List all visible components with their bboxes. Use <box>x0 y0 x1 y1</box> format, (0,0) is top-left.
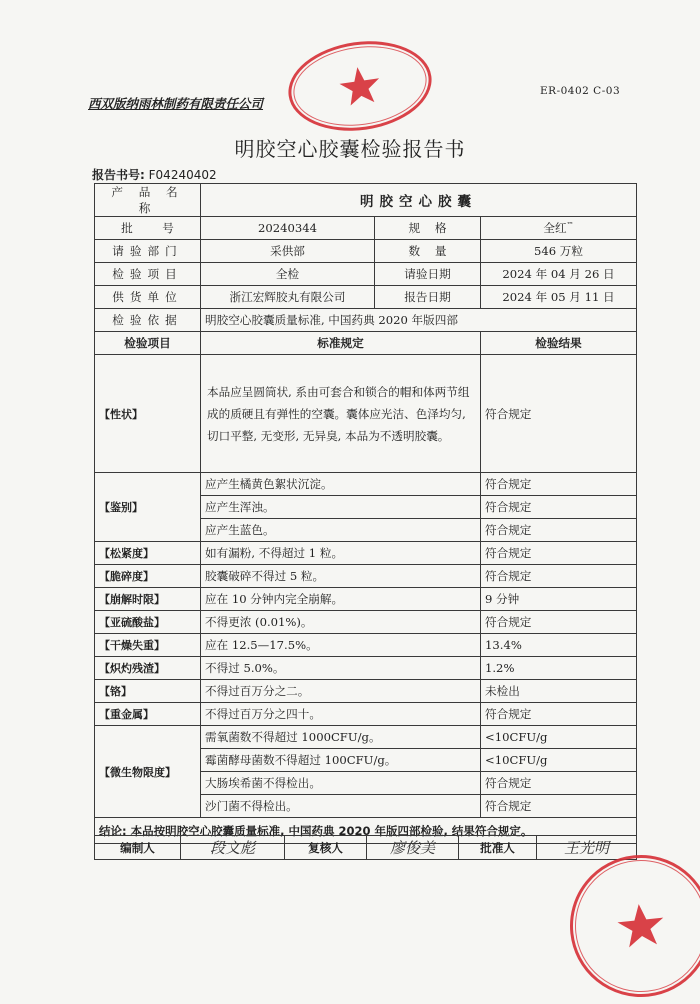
heavy-metal-result: 符合规定 <box>481 703 637 726</box>
sulfite-item: 【亚硫酸盐】 <box>95 611 201 634</box>
basis-label: 检验依据 <box>95 309 201 332</box>
identification-standard-3: 应产生蓝色。 <box>201 519 481 542</box>
approved-by-label: 批准人 <box>459 836 537 860</box>
company-name: 西双版纳雨林制药有限责任公司 <box>88 96 264 111</box>
report-number-label: 报告书号: <box>92 168 145 182</box>
report-number-value: F04240402 <box>148 168 217 182</box>
residue-item: 【炽灼残渣】 <box>95 657 201 680</box>
drying-loss-item: 【干燥失重】 <box>95 634 201 657</box>
inspection-table <box>94 183 637 844</box>
spec-mark: ™ <box>566 221 574 230</box>
tightness-standard: 如有漏粉, 不得超过 1 粒。 <box>201 542 481 565</box>
sulfite-standard: 不得更浓 (0.01%)。 <box>201 611 481 634</box>
tightness-item: 【松紧度】 <box>95 542 201 565</box>
brittleness-result: 符合规定 <box>481 565 637 588</box>
microbial-result-1: <10CFU/g <box>481 726 637 749</box>
brittleness-item: 【脆碎度】 <box>95 565 201 588</box>
header-item: 检验项目 <box>95 332 201 355</box>
reviewed-by-signature: 廖俊美 <box>367 836 459 860</box>
header-result: 检验结果 <box>481 332 637 355</box>
request-date-label: 请验日期 <box>375 263 481 286</box>
identification-result-3: 符合规定 <box>481 519 637 542</box>
residue-standard: 不得过 5.0%。 <box>201 657 481 680</box>
tightness-result: 符合规定 <box>481 542 637 565</box>
prepared-by-signature: 段文彪 <box>181 836 285 860</box>
qty-label: 数 量 <box>375 240 481 263</box>
basis-value: 明胶空心胶囊质量标准, 中国药典 2020 年版四部 <box>201 309 637 332</box>
microbial-standard-1: 需氧菌数不得超过 1000CFU/g。 <box>201 726 481 749</box>
dept-label: 请验部门 <box>95 240 201 263</box>
supplier-label: 供货单位 <box>95 286 201 309</box>
identification-standard-1: 应产生橘黄色絮状沉淀。 <box>201 473 481 496</box>
identification-result-1: 符合规定 <box>481 473 637 496</box>
chromium-result: 未检出 <box>481 680 637 703</box>
prepared-by-label: 编制人 <box>95 836 181 860</box>
report-number <box>92 166 217 183</box>
document-code: ER-0402 C-03 <box>540 85 621 97</box>
header-standard: 标准规定 <box>201 332 481 355</box>
product-name-label: 产 品 名 称 <box>95 184 201 217</box>
appearance-result: 符合规定 <box>481 355 637 473</box>
conclusion: 结论: 本品按明胶空心胶囊质量标准, 中国药典 2020 年版四部检验, 结果符合规定。 <box>95 818 637 844</box>
seal-star-icon <box>286 36 434 136</box>
spec-label: 规 格 <box>375 217 481 240</box>
identification-standard-2: 应产生浑浊。 <box>201 496 481 519</box>
reviewed-by-label: 复核人 <box>285 836 367 860</box>
brittleness-standard: 胶囊破碎不得过 5 粒。 <box>201 565 481 588</box>
drying-loss-result: 13.4% <box>481 634 637 657</box>
request-date: 2024 年 04 月 26 日 <box>481 263 637 286</box>
test-item-value: 全检 <box>201 263 375 286</box>
microbial-item: 【微生物限度】 <box>95 726 201 818</box>
appearance-standard: 本品应呈圆筒状, 系由可套合和锁合的帽和体两节组成的质硬且有弹性的空囊。囊体应光洁、色泽均匀, 切口平整, 无变形, 无异臭, 本品为不透明胶囊。 <box>201 355 481 473</box>
disintegration-result: 9 分钟 <box>481 588 637 611</box>
product-name: 明胶空心胶囊 <box>201 184 637 217</box>
report-date: 2024 年 05 月 11 日 <box>481 286 637 309</box>
quality-seal-star-icon <box>566 851 700 1000</box>
spec-value <box>481 217 637 240</box>
approved-by-signature: 王光明 <box>537 836 637 860</box>
test-item-label: 检验项目 <box>95 263 201 286</box>
batch-number: 20240344 <box>201 217 375 240</box>
company-seal-stamp <box>283 32 438 139</box>
drying-loss-standard: 应在 12.5—17.5%。 <box>201 634 481 657</box>
microbial-standard-2: 霉菌酵母菌数不得超过 100CFU/g。 <box>201 749 481 772</box>
microbial-result-4: 符合规定 <box>481 795 637 818</box>
supplier-value: 浙江宏辉胶丸有限公司 <box>201 286 375 309</box>
dept-value: 采供部 <box>201 240 375 263</box>
identification-item: 【鉴别】 <box>95 473 201 542</box>
heavy-metal-standard: 不得过百万分之四十。 <box>201 703 481 726</box>
report-title: 明胶空心胶囊检验报告书 <box>234 137 466 161</box>
spec-text: 全红 <box>543 221 567 235</box>
disintegration-standard: 应在 10 分钟内完全崩解。 <box>201 588 481 611</box>
report-date-label: 报告日期 <box>375 286 481 309</box>
batch-label: 批 号 <box>95 217 201 240</box>
signature-table <box>94 835 637 860</box>
microbial-result-3: 符合规定 <box>481 772 637 795</box>
identification-result-2: 符合规定 <box>481 496 637 519</box>
residue-result: 1.2% <box>481 657 637 680</box>
chromium-standard: 不得过百万分之二。 <box>201 680 481 703</box>
appearance-item: 【性状】 <box>95 355 201 473</box>
microbial-standard-4: 沙门菌不得检出。 <box>201 795 481 818</box>
quality-dept-seal-stamp <box>563 848 700 1004</box>
heavy-metal-item: 【重金属】 <box>95 703 201 726</box>
microbial-result-2: <10CFU/g <box>481 749 637 772</box>
microbial-standard-3: 大肠埃希菌不得检出。 <box>201 772 481 795</box>
sulfite-result: 符合规定 <box>481 611 637 634</box>
qty-value: 546 万粒 <box>481 240 637 263</box>
disintegration-item: 【崩解时限】 <box>95 588 201 611</box>
chromium-item: 【铬】 <box>95 680 201 703</box>
